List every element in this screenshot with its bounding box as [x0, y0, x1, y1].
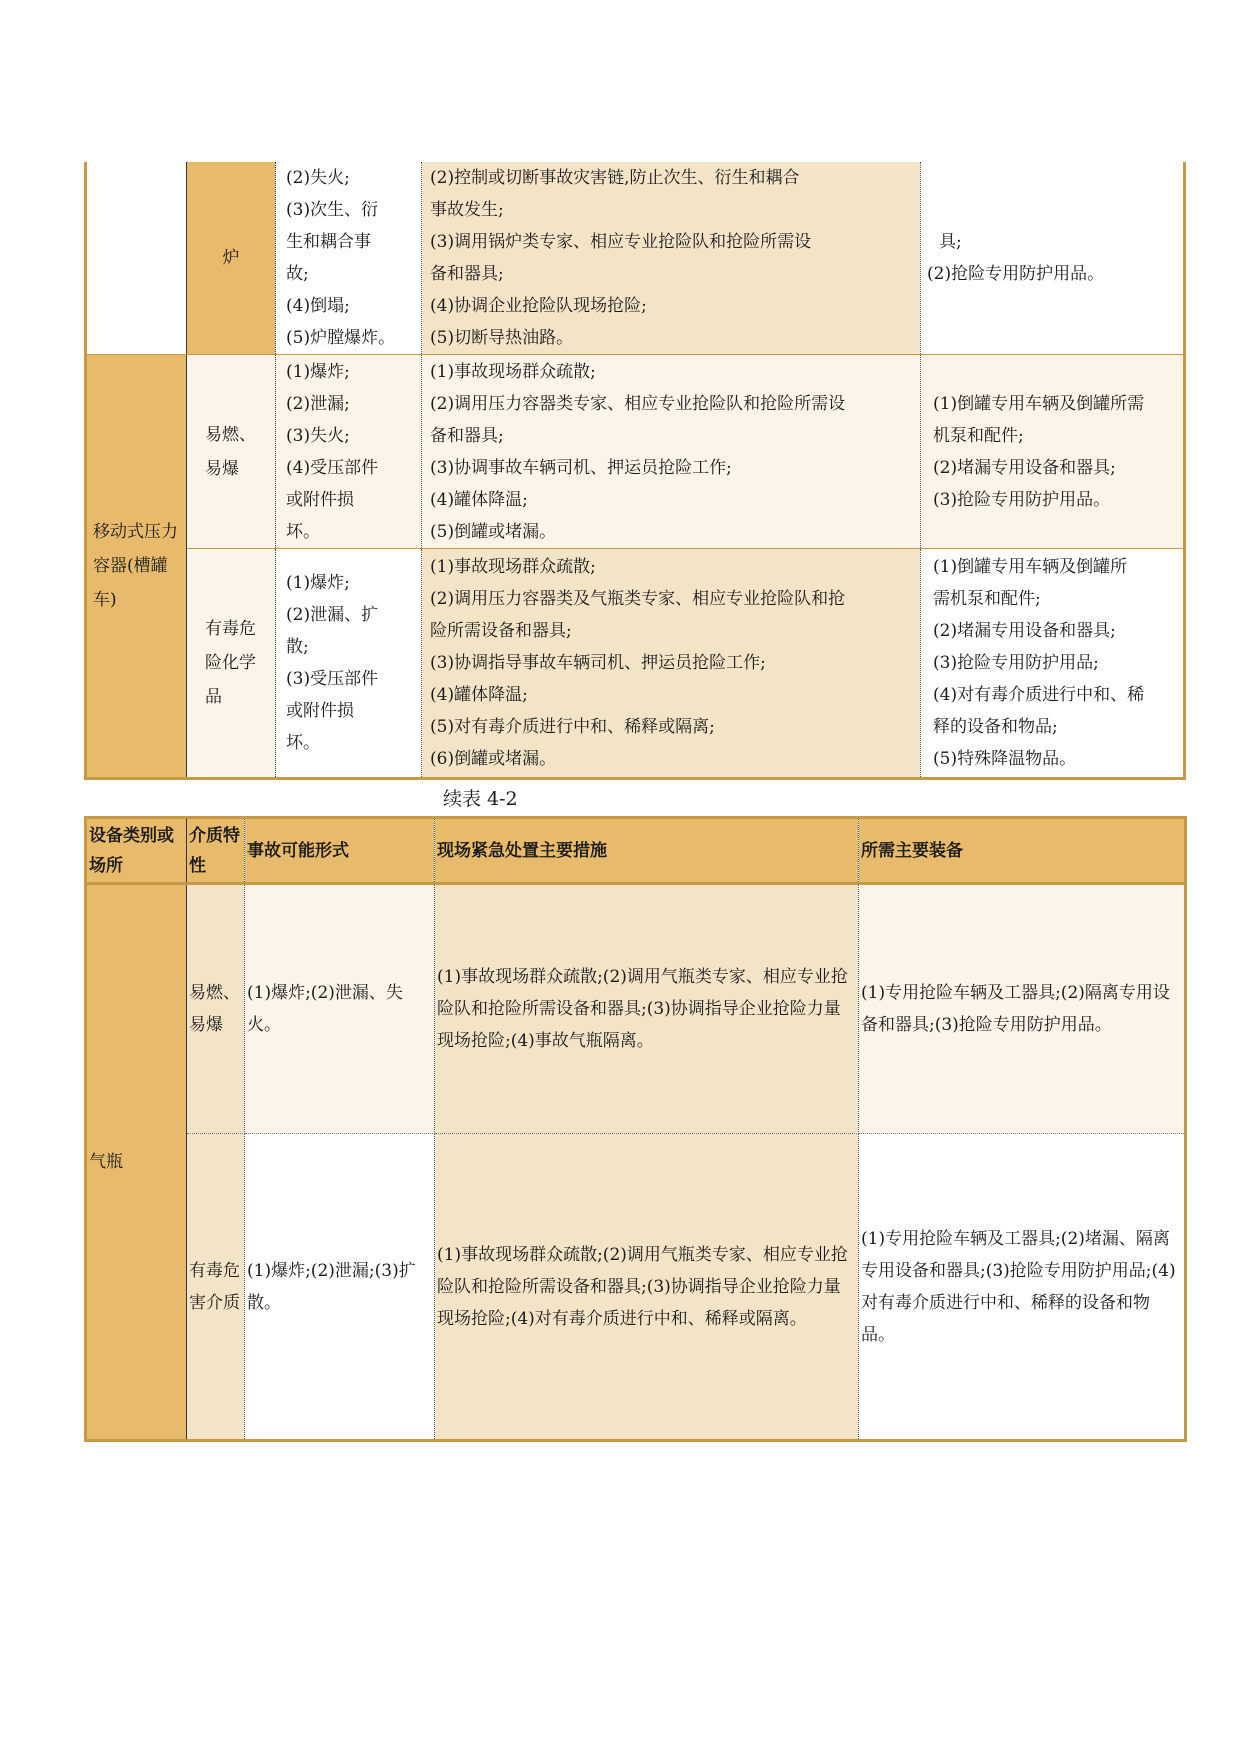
cell-line: (3)抢险专用防护用品。 [933, 489, 1111, 510]
cell-line: (2)抢险专用防护用品。 [927, 264, 1105, 284]
equipment-cell: (1)专用抢险车辆及工器具;(2)堵漏、隔离专用设备和器具;(3)抢险专用防护用品;(4)对有毒介质进行中和、稀释的设备和物品。 [859, 1134, 1186, 1441]
table-caption: 续表 4-2 [443, 788, 518, 810]
equipment-cell [921, 162, 1185, 355]
equipment-cell: (1)专用抢险车辆及工器具;(2)隔离专用设备和器具;(3)抢险专用防护用品。 [859, 884, 1186, 1134]
emergency-table-continued [84, 162, 1186, 780]
cell-line: (3)协调事故车辆司机、押运员抢险工作; [430, 457, 732, 478]
cell-line: 散; [286, 637, 309, 657]
forms-cell [276, 355, 422, 549]
table-header-row [86, 818, 1186, 884]
measures-cell: (1)事故现场群众疏散;(2)调用气瓶类专家、相应专业抢险队和抢险所需设备和器具;(3)协调指导企业抢险力量现场抢险;(4)对有毒介质进行中和、稀释或隔离。 [435, 1134, 859, 1441]
cell-line: 生和耦合事 [286, 232, 371, 252]
cell-line: (1)倒罐专用车辆及倒罐所 [933, 557, 1128, 577]
gas-cylinder-table [84, 816, 1187, 1442]
cell-line: 或附件损 [286, 489, 354, 510]
measures-cell [422, 549, 921, 779]
table-row [86, 1134, 1186, 1441]
table-row [86, 162, 1185, 355]
medium-cell: 炉 [187, 162, 276, 355]
cell-line: (1)事故现场群众疏散; [430, 557, 596, 577]
cell-line: (2)控制或切断事故灾害链,防止次生、衍生和耦合 [430, 168, 800, 188]
header-category: 设备类别或场所 [86, 818, 187, 884]
cell-line: 机泵和配件; [933, 425, 1024, 446]
cell-line: 故; [286, 264, 309, 284]
equipment-cell [921, 549, 1185, 779]
table-row [86, 355, 1185, 549]
medium-cell: 有毒危险化学品 [187, 549, 276, 779]
cell-line: (5)切断导热油路。 [430, 328, 574, 348]
cell-line: (1)事故现场群众疏散; [430, 361, 596, 382]
cell-line: (1)爆炸; [286, 573, 350, 593]
cell-line: (3)调用锅炉类专家、相应专业抢险队和抢险所需设 [430, 232, 812, 252]
cell-line: (3)抢险专用防护用品; [933, 653, 1099, 673]
cell-line: (2)堵漏专用设备和器具; [933, 621, 1116, 641]
cell-line: (3)次生、衍 [286, 200, 379, 220]
cell-line: 释的设备和物品; [933, 717, 1058, 737]
cell-line: (4)协调企业抢险队现场抢险; [430, 296, 647, 316]
cell-line: 坏。 [286, 733, 320, 753]
header-measures: 现场紧急处置主要措施 [435, 818, 859, 884]
table-row [86, 549, 1185, 779]
cell-line: 或附件损 [286, 701, 354, 721]
category-cell [86, 162, 187, 355]
measures-cell [422, 162, 921, 355]
cell-line: (3)失火; [286, 425, 350, 446]
measures-cell: (1)事故现场群众疏散;(2)调用气瓶类专家、相应专业抢险队和抢险所需设备和器具;(3)协调指导企业抢险力量现场抢险;(4)事故气瓶隔离。 [435, 884, 859, 1134]
header-forms: 事故可能形式 [245, 818, 435, 884]
cell-line: (2)调用压力容器类及气瓶类专家、相应专业抢险队和抢 [430, 589, 846, 609]
medium-cell: 易燃、易爆 [187, 355, 276, 549]
cell-line: (4)罐体降温; [430, 489, 528, 510]
table-row [86, 884, 1186, 1134]
cell-line: (5)倒罐或堵漏。 [430, 521, 557, 542]
cell-line: (4)倒塌; [286, 296, 350, 316]
header-medium: 介质特性 [187, 818, 245, 884]
medium-cell: 有毒危害介质 [187, 1134, 245, 1441]
cell-line: 备和器具; [430, 425, 504, 446]
cell-line: 坏。 [286, 521, 320, 542]
forms-cell [276, 549, 422, 779]
cell-line: (3)协调指导事故车辆司机、押运员抢险工作; [430, 653, 766, 673]
equipment-cell [921, 355, 1185, 549]
cell-line: (5)炉膛爆炸。 [286, 328, 396, 348]
cell-line: (2)失火; [286, 168, 350, 188]
cell-line: (2)泄漏; [286, 393, 350, 414]
cell-line: 需机泵和配件; [933, 589, 1041, 609]
forms-cell: (1)爆炸;(2)泄漏;(3)扩散。 [245, 1134, 435, 1441]
cell-line: (5)对有毒介质进行中和、稀释或隔离; [430, 717, 715, 737]
cell-line: (5)特殊降温物品。 [933, 749, 1077, 769]
cell-line: (4)受压部件 [286, 457, 379, 478]
cell-line: 事故发生; [430, 200, 504, 220]
medium-cell: 易燃、易爆 [187, 884, 245, 1134]
header-equipment: 所需主要装备 [859, 818, 1186, 884]
cell-line: (4)对有毒介质进行中和、稀 [933, 685, 1145, 705]
cell-line: (1)爆炸; [286, 361, 350, 382]
cell-line: (3)受压部件 [286, 669, 379, 689]
cell-line: (2)堵漏专用设备和器具; [933, 457, 1116, 478]
forms-cell: (1)爆炸;(2)泄漏、失火。 [245, 884, 435, 1134]
cell-line: 备和器具; [430, 264, 504, 284]
cell-line: (1)倒罐专用车辆及倒罐所需 [933, 393, 1145, 414]
cell-line: (2)调用压力容器类专家、相应专业抢险队和抢险所需设 [430, 393, 846, 414]
cell-line: 险所需设备和器具; [430, 621, 572, 641]
cell-line: (6)倒罐或堵漏。 [430, 749, 557, 769]
category-cell: 移动式压力容器(槽罐车) [86, 355, 187, 779]
cell-line: (4)罐体降温; [430, 685, 528, 705]
measures-cell [422, 355, 921, 549]
category-cell: 气瓶 [86, 884, 187, 1441]
cell-line: (2)泄漏、扩 [286, 605, 379, 625]
forms-cell [276, 162, 422, 355]
cell-line: 具; [939, 232, 962, 252]
